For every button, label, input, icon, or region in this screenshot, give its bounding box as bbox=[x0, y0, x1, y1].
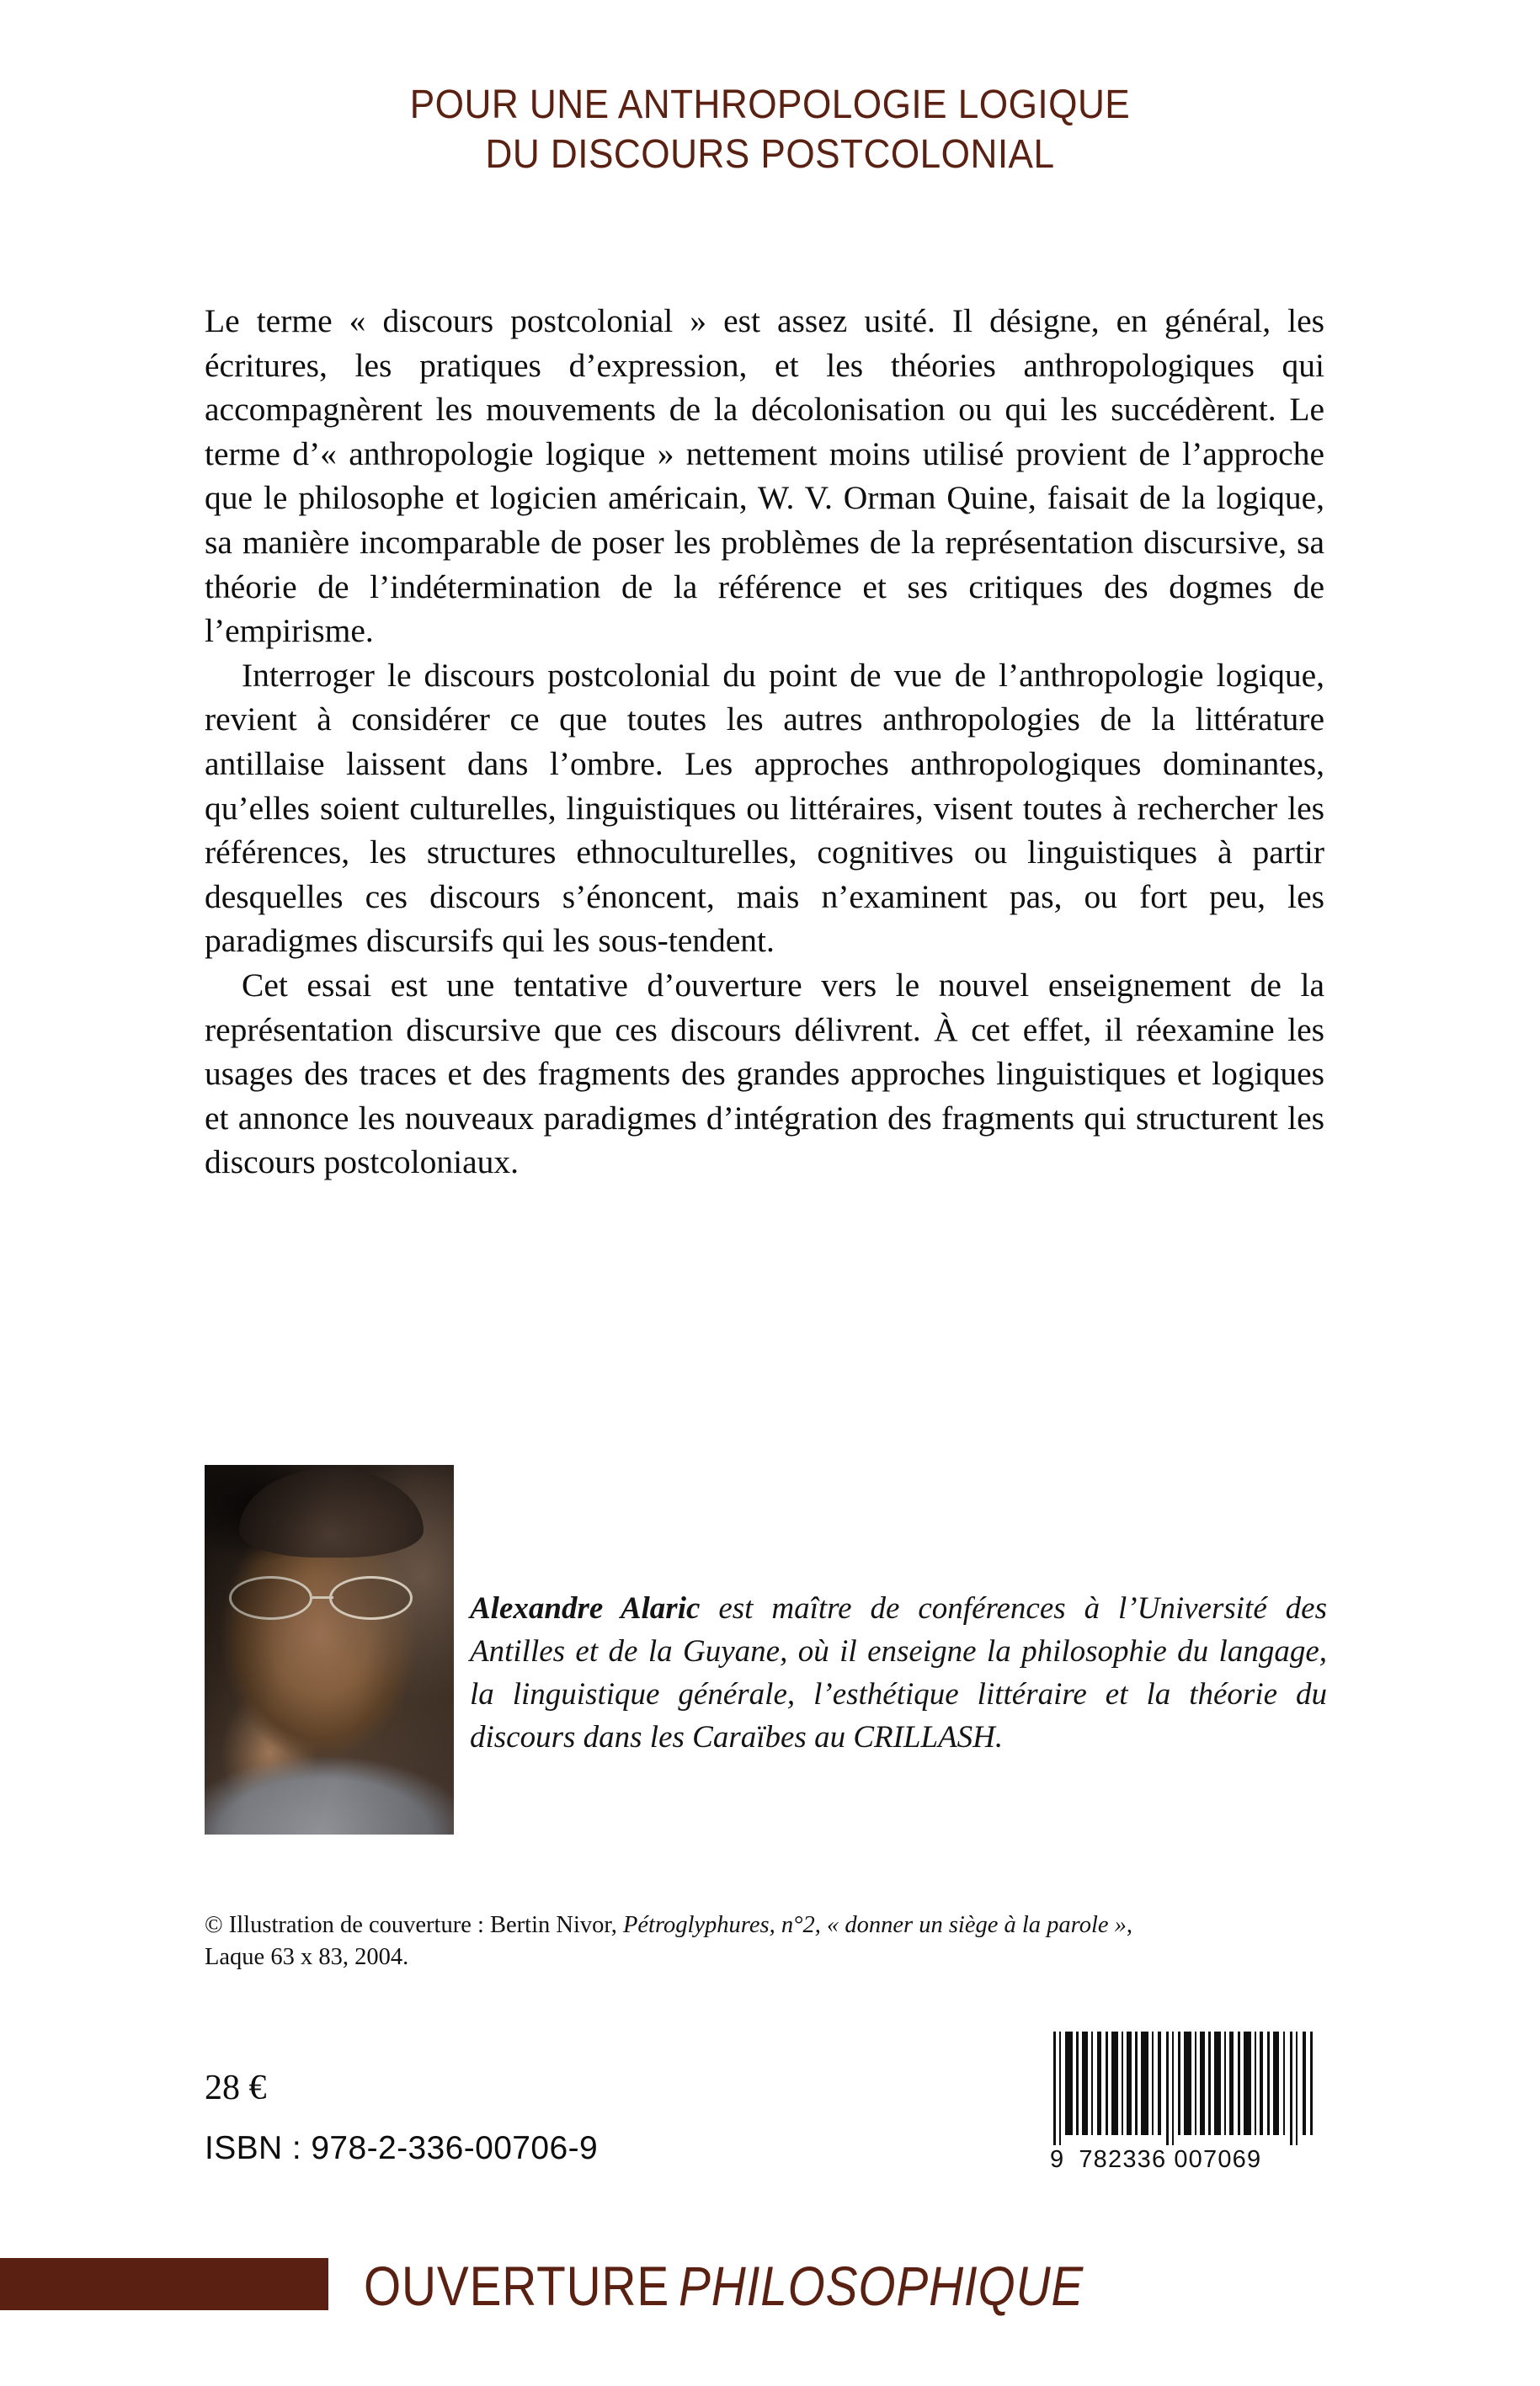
title-line-1: POUR UNE ANTHROPOLOGIE LOGIQUE bbox=[409, 83, 1131, 127]
barcode-bars bbox=[1050, 2032, 1318, 2145]
credit-line-2: Laque 63 x 83, 2004. bbox=[205, 1944, 409, 1970]
blurb-paragraph-3: Cet essai est une tentative d’ouverture vers le nouvel enseignement de la représentation discursive que ces discours délivrent. À cet effet, il réexamine les usages des traces et des fragments des grandes approches linguistiques et logiques et annonce les nouveaux paradigmes d’intégration des fragments qui structurent les discours postcoloniaux. bbox=[205, 966, 1324, 1181]
ean-barcode bbox=[1050, 2032, 1318, 2174]
page-title bbox=[0, 81, 1540, 179]
series-word-1: OUVERTURE bbox=[364, 2255, 670, 2317]
barcode-digits-left: 782336 bbox=[1079, 2146, 1167, 2173]
portrait-shading bbox=[205, 1465, 454, 1835]
barcode-digit-lead: 9 bbox=[1050, 2146, 1065, 2173]
credit-suffix: , bbox=[1126, 1912, 1133, 1938]
isbn-label: ISBN : 978-2-336-00706-9 bbox=[205, 2130, 599, 2166]
illustration-credit bbox=[205, 1909, 1341, 1973]
credit-prefix: © Illustration de couverture : Bertin Nivor, bbox=[205, 1912, 623, 1938]
series-banner bbox=[0, 2255, 1540, 2319]
credit-artwork-title: Pétroglyphures, n°2, « donner un siège à la parole » bbox=[622, 1912, 1127, 1938]
author-biography bbox=[470, 1587, 1327, 1759]
series-word-2: PHILOSOPHIQUE bbox=[679, 2255, 1084, 2317]
author-name: Alexandre Alaric bbox=[470, 1591, 701, 1626]
title-line-2: DU DISCOURS POSTCOLONIAL bbox=[485, 131, 1055, 177]
barcode-digits bbox=[1050, 2146, 1318, 2174]
series-color-swatch bbox=[0, 2258, 328, 2310]
author-bio-text: est maître de conférences à l’Université des Antilles et de la Guyane, où il enseigne la philosophie du langage, la linguistique générale, l’esthétique littéraire et la théorie du discours dans les Caraïbes au CRILLASH. bbox=[470, 1591, 1328, 1755]
barcode-digits-right: 007069 bbox=[1174, 2146, 1262, 2173]
series-name bbox=[364, 2253, 1150, 2319]
back-cover-blurb bbox=[205, 299, 1324, 1185]
blurb-paragraph-2: Interroger le discours postcolonial du point de vue de l’anthropologie logique, revient à considérer ce que toutes les autres anthropologies de la littérature antillaise laissent dans l’ombre. Les approches anthropologiques dominantes, qu’elles soient culturelles, linguistiques ou littéraires, visent toutes à rechercher les références, les structures ethnoculturelles, cognitives ou linguistiques à partir desquelles ces discours s’énoncent, mais n’examinent pas, ou fort peu, les paradigmes discursifs qui les sous-tendent. bbox=[205, 656, 1324, 960]
price-label: 28 € bbox=[205, 2069, 267, 2107]
blurb-paragraph-1: Le terme « discours postcolonial » est assez usité. Il désigne, en général, les écritures, les pratiques d’expression, et les théories anthropologiques qui accompagnèrent les mouvements de la décolonisation ou qui les succédèrent. Le terme d’« anthropologie logique » nettement moins utilisé provient de l’approche que le philosophe et logicien américain, W. V. Orman Quine, faisait de la logique, sa manière incomparable de poser les problèmes de la représentation discursive, sa théorie de l’indétermination de la référence et ses critiques des dogmes de l’empirisme. bbox=[205, 302, 1324, 650]
author-portrait-photo bbox=[205, 1465, 454, 1835]
